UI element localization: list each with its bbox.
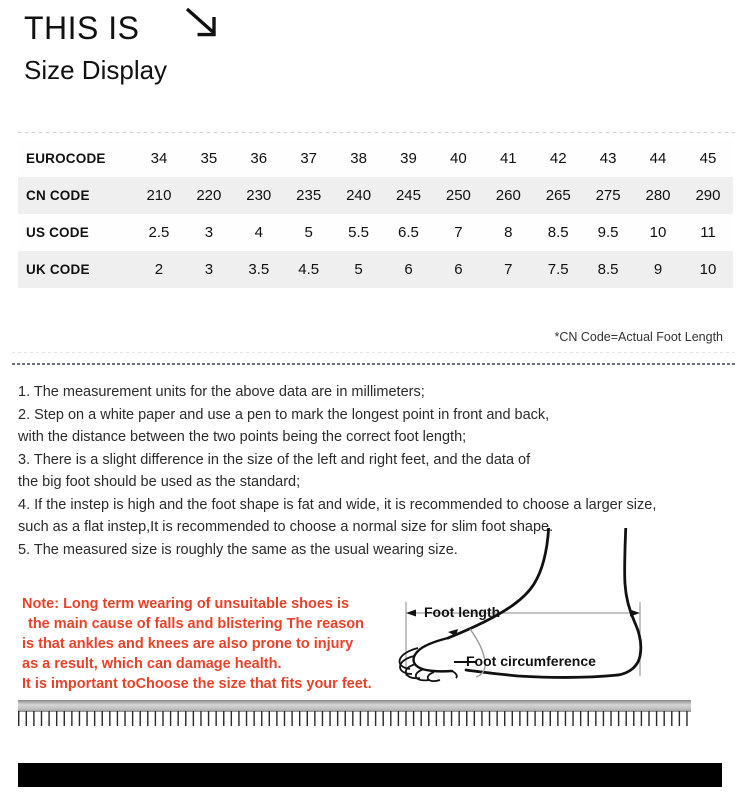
warning-note-line: the main cause of falls and blistering The reason [28,616,364,632]
instruction-line: 3. There is a slight difference in the size of the left and right feet, and the data of [18,451,531,468]
cell-uk-11: 10 [699,261,717,278]
cell-uk-9: 8.5 [597,261,619,278]
cell-us-6: 7 [454,224,463,241]
warning-note-line: is that ankles and knees are also prone to injury [22,636,354,652]
cell-us-5: 6.5 [398,224,419,241]
row-label-eurocode: EUROCODE [26,151,106,166]
divider-dotted [12,363,736,365]
cell-cn-5: 245 [395,187,421,204]
cell-eurocode-1: 35 [200,150,218,167]
cell-us-4: 5.5 [348,224,369,241]
cell-uk-0: 2 [154,261,164,278]
instruction-line: such as a flat instep,It is recommended to choose a normal size for slim foot shape. [18,519,554,535]
cell-eurocode-10: 44 [649,150,667,167]
warning-note-line: Note: Long term wearing of unsuitable shoes is [22,596,350,612]
row-label-uk-code: UK CODE [26,262,90,277]
table-row [18,251,733,288]
row-label-cn-code: CN CODE [26,188,90,203]
cell-eurocode-11: 45 [699,150,717,167]
cell-uk-8: 7.5 [547,261,569,278]
cell-cn-11: 290 [695,187,721,204]
cell-us-0: 2.5 [148,224,170,241]
cell-eurocode-8: 42 [549,150,567,167]
cell-cn-8: 265 [545,187,571,204]
cell-us-8: 8.5 [547,224,569,241]
cell-us-10: 10 [649,224,667,241]
cell-uk-7: 7 [504,261,513,278]
page-title-line-2: Size Display [24,55,168,85]
warning-note-line: It is important toChoose the size that fits your feet. [22,676,372,692]
cell-eurocode-4: 38 [350,150,367,167]
cell-uk-2: 3.5 [248,261,270,278]
cell-cn-3: 235 [296,187,322,204]
cell-us-9: 9.5 [597,224,619,241]
page-title-line-1: THIS IS [24,9,140,46]
instruction-line: with the distance between the two points being the correct foot length; [18,429,467,445]
instruction-line: 1. The measurement units for the above data are in millimeters; [18,384,425,400]
cell-eurocode-9: 43 [599,150,617,167]
cell-us-11: 11 [700,224,716,241]
cell-us-7: 8 [504,224,513,241]
cell-cn-6: 250 [445,187,471,204]
table-footnote: *CN Code=Actual Foot Length [554,330,723,344]
foot-length-label: Foot length [424,604,501,620]
table-row [18,140,733,177]
size-conversion-table [18,140,733,288]
foot-measurement-diagram [392,528,702,728]
cell-uk-5: 6 [404,261,413,278]
cell-eurocode-2: 36 [250,150,268,167]
cell-uk-4: 5 [354,261,363,278]
cell-cn-0: 210 [146,187,172,204]
table-top-divider [18,132,735,133]
warning-note-line: as a result, which can damage health. [22,656,282,672]
ruler-ticks [18,711,691,726]
instruction-line: 4. If the instep is high and the foot shape is fat and wide, it is recommended to choose a larger size, [18,496,657,513]
ruler-icon [18,700,691,726]
table-row [18,177,733,214]
cell-cn-1: 220 [196,187,222,204]
cell-cn-10: 280 [645,187,671,204]
arrow-down-right-icon [184,6,222,45]
cell-cn-7: 260 [495,187,521,204]
cell-cn-4: 240 [346,187,372,204]
bottom-black-bar [18,763,722,787]
foot-circumference-label: Foot circumference [466,653,596,669]
cell-cn-2: 230 [246,187,272,204]
instruction-line: the big foot should be used as the standard; [18,474,301,490]
instruction-line: 2. Step on a white paper and use a pen to mark the longest point in front and back, [18,406,550,423]
cell-us-3: 5 [304,224,313,241]
cell-cn-9: 275 [595,187,621,204]
foot-side-profile-icon [392,528,702,728]
row-label-us-code: US CODE [26,225,89,240]
cell-uk-1: 3 [204,261,214,278]
cell-uk-10: 9 [653,261,663,278]
cell-us-1: 3 [204,224,214,241]
warning-note [22,594,402,694]
cell-eurocode-0: 34 [150,150,168,167]
cell-uk-6: 6 [454,261,463,278]
cell-us-2: 4 [254,224,263,241]
cell-uk-3: 4.5 [298,261,320,278]
divider-faint [12,352,736,353]
table-row [18,214,733,251]
cell-eurocode-6: 40 [450,150,467,167]
cell-eurocode-7: 41 [499,150,517,167]
cell-eurocode-3: 37 [300,150,318,167]
cell-eurocode-5: 39 [400,150,417,167]
instruction-line: 5. The measured size is roughly the same as the usual wearing size. [18,541,458,558]
page-title-block [24,6,444,87]
